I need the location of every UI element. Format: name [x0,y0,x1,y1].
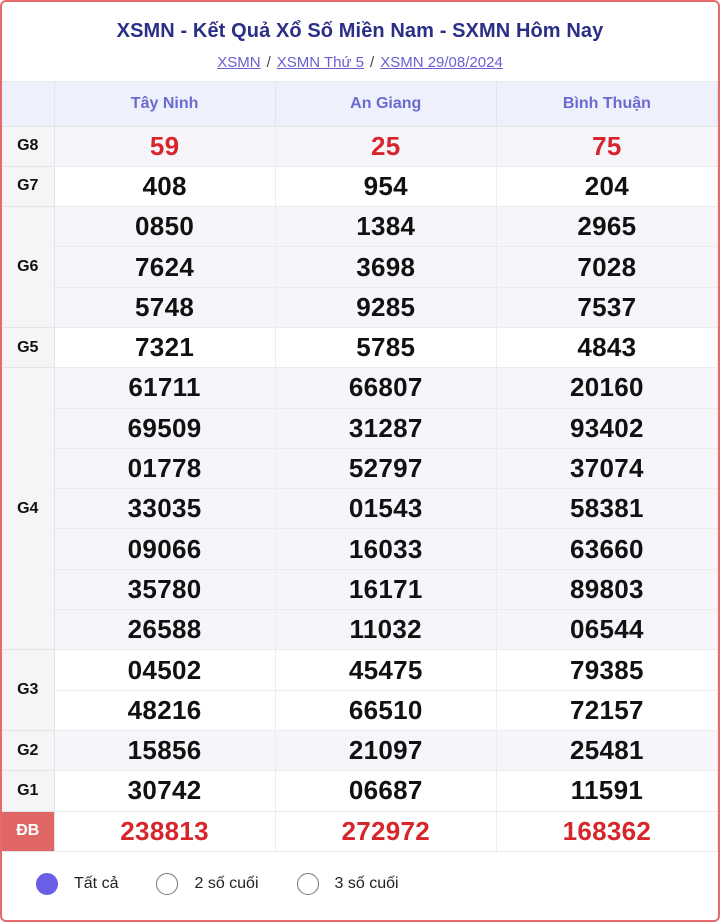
result-number: 66807 [275,368,496,408]
result-number: 1384 [275,207,496,247]
prize-column-header [2,82,54,126]
result-number: 69509 [54,408,275,448]
result-number: 59 [54,126,275,166]
filter-option-all[interactable] [36,873,118,895]
results-header [2,2,718,82]
result-number: 25481 [496,730,717,770]
table-row [2,690,718,730]
table-row [2,408,718,448]
result-number: 33035 [54,489,275,529]
prize-label: G7 [2,166,54,206]
column-header-an-giang: An Giang [275,82,496,126]
result-number: 30742 [54,771,275,811]
table-header-row [2,82,718,126]
result-number: 168362 [496,811,717,851]
table-row [2,811,718,851]
result-number: 01543 [275,489,496,529]
result-number: 93402 [496,408,717,448]
results-table [2,82,718,852]
results-body [2,126,718,851]
breadcrumb-separator: / [370,54,375,71]
result-number: 954 [275,166,496,206]
prize-label: G1 [2,771,54,811]
result-number: 2965 [496,207,717,247]
result-number: 15856 [54,730,275,770]
result-number: 63660 [496,529,717,569]
prize-label: ĐB [2,811,54,851]
result-number: 7537 [496,287,717,327]
result-number: 52797 [275,448,496,488]
table-row [2,448,718,488]
result-number: 20160 [496,368,717,408]
filter-option-last-3[interactable] [297,873,399,895]
table-row [2,529,718,569]
table-row [2,247,718,287]
page-title: XSMN - Kết Quả Xổ Số Miền Nam - SXMN Hôm Nay [116,20,604,42]
prize-label: G4 [2,368,54,650]
result-number: 204 [496,166,717,206]
result-number: 0850 [54,207,275,247]
result-number: 11032 [275,610,496,650]
result-number: 7624 [54,247,275,287]
table-row [2,126,718,166]
result-number: 272972 [275,811,496,851]
filter-label: 2 số cuối [194,875,259,892]
result-number: 01778 [54,448,275,488]
result-number: 79385 [496,650,717,690]
result-number: 75 [496,126,717,166]
table-row [2,730,718,770]
result-number: 48216 [54,690,275,730]
table-row [2,287,718,327]
result-number: 89803 [496,569,717,609]
result-number: 21097 [275,730,496,770]
result-number: 06687 [275,771,496,811]
radio-selected-icon[interactable] [36,873,58,895]
breadcrumb-separator: / [266,54,271,71]
table-row [2,368,718,408]
result-number: 5785 [275,327,496,367]
prize-label: G2 [2,730,54,770]
result-number: 58381 [496,489,717,529]
result-number: 11591 [496,771,717,811]
radio-empty-icon[interactable] [297,873,319,895]
digit-filter [4,850,716,918]
prize-label: G8 [2,126,54,166]
table-row [2,166,718,206]
filter-label: Tất cả [74,875,119,892]
table-row [2,327,718,367]
prize-label: G3 [2,650,54,731]
result-number: 09066 [54,529,275,569]
table-row [2,569,718,609]
result-number: 7321 [54,327,275,367]
column-header-tay-ninh: Tây Ninh [54,82,275,126]
result-number: 61711 [54,368,275,408]
result-number: 16033 [275,529,496,569]
radio-empty-icon[interactable] [156,873,178,895]
table-row [2,610,718,650]
result-number: 45475 [275,650,496,690]
prize-label: G5 [2,327,54,367]
result-number: 04502 [54,650,275,690]
filter-option-last-2[interactable] [156,873,258,895]
table-row [2,489,718,529]
result-number: 25 [275,126,496,166]
result-number: 238813 [54,811,275,851]
result-number: 9285 [275,287,496,327]
breadcrumb [2,54,718,71]
result-number: 37074 [496,448,717,488]
result-number: 06544 [496,610,717,650]
result-number: 3698 [275,247,496,287]
result-number: 31287 [275,408,496,448]
breadcrumb-link-date[interactable]: XSMN 29/08/2024 [380,54,503,71]
breadcrumb-link-xsmn[interactable]: XSMN [217,54,261,71]
result-number: 5748 [54,287,275,327]
result-number: 4843 [496,327,717,367]
result-number: 72157 [496,690,717,730]
table-row [2,771,718,811]
result-number: 35780 [54,569,275,609]
result-number: 7028 [496,247,717,287]
result-number: 16171 [275,569,496,609]
table-row [2,207,718,247]
prize-label: G6 [2,207,54,328]
result-number: 26588 [54,610,275,650]
column-header-binh-thuan: Bình Thuận [496,82,717,126]
result-number: 408 [54,166,275,206]
breadcrumb-link-thu-5[interactable]: XSMN Thứ 5 [276,54,365,71]
result-number: 66510 [275,690,496,730]
filter-label: 3 số cuối [334,875,399,892]
table-row [2,650,718,690]
